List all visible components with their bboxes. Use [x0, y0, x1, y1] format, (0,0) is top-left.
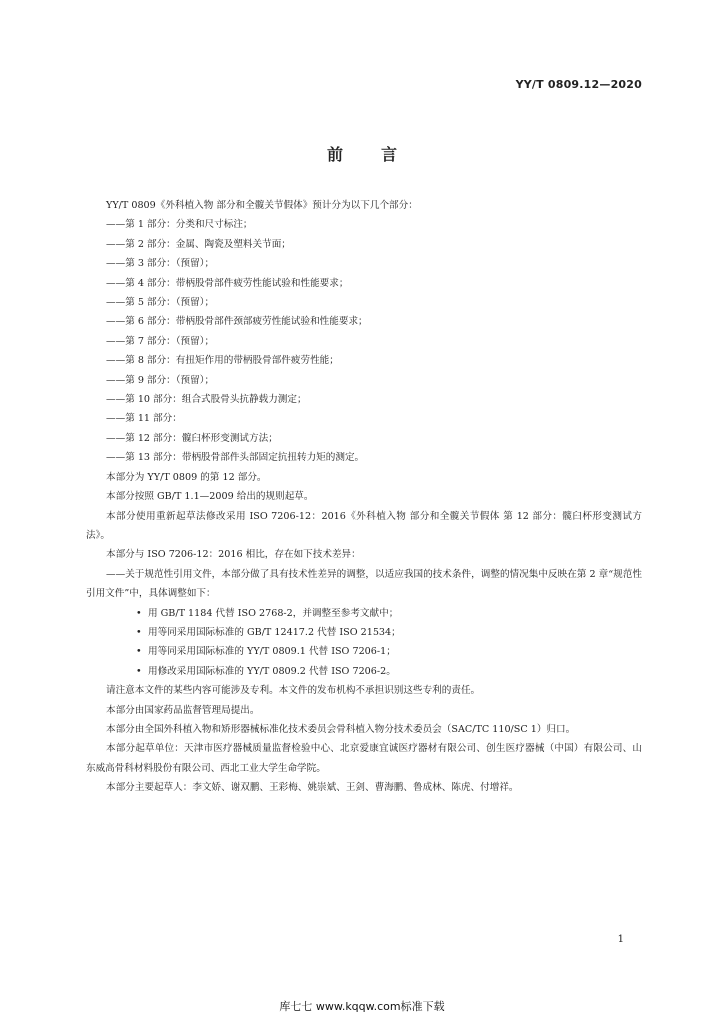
- bullet-icon: •: [136, 626, 142, 638]
- bullet-text: 用 GB/T 1184 代替 ISO 2768-2，并调整至参考文献中；: [148, 607, 399, 619]
- part-list-item: ——第 10 部分：组合式股骨头抗静载力测定；: [106, 394, 307, 406]
- document-code: YY/T 0809.12—2020: [515, 78, 642, 91]
- bullet-text: 用等同采用国际标准的 YY/T 0809.1 代替 ISO 7206-1；: [148, 646, 396, 658]
- intro-paragraph: YY/T 0809《外科植入物 部分和全髋关节假体》预计分为以下几个部分：: [106, 200, 418, 211]
- page-number: 1: [617, 934, 624, 945]
- differences-statement: 本部分与 ISO 7206-12：2016 相比，存在如下技术差异：: [106, 549, 361, 561]
- difference-bullet: [86, 604, 642, 623]
- footer-watermark: 库七七 www.kqqw.com标准下载: [279, 1000, 445, 1013]
- bullet-icon: •: [136, 665, 142, 677]
- proposed-by: 本部分由国家药品监督管理局提出。: [106, 704, 260, 716]
- page-title: 前言: [326, 145, 435, 164]
- part-list-item: ——第 5 部分：（预留）；: [106, 297, 215, 309]
- part-statement: 本部分为 YY/T 0809 的第 12 部分。: [106, 471, 267, 483]
- part-list-item: ——第 9 部分：（预留）；: [106, 374, 215, 386]
- drafting-units: 本部分起草单位：天津市医疗器械质量监督检验中心、北京爱康宜诚医疗器材有限公司、创生医疗器械（中国）有限公司、山东威高骨科材料股份有限公司、西北工业大学生命学院。: [86, 743, 642, 774]
- part-list-item: ——第 7 部分：（预留）；: [106, 335, 215, 347]
- part-list-item: ——第 3 部分：（预留）；: [106, 258, 215, 270]
- part-list-item: ——第 2 部分：金属、陶瓷及塑料关节面；: [106, 238, 291, 250]
- part-list-item: ——第 12 部分：髋臼杯形变测试方法；: [106, 432, 278, 444]
- part-list-item: ——第 11 部分：: [106, 413, 182, 425]
- bullet-icon: •: [136, 607, 142, 619]
- drafting-rules-statement: 本部分按照 GB/T 1.1—2009 给出的规则起草。: [106, 491, 314, 503]
- part-list-item: ——第 1 部分：分类和尺寸标注；: [106, 219, 253, 231]
- redraft-statement: 本部分使用重新起草法修改采用 ISO 7206-12：2016《外科植入物 部分和全髋关节假体 第 12 部分：髋臼杯形变测试方法》。: [86, 510, 642, 541]
- part-list-item: ——第 13 部分：带柄股骨部件头部固定抗扭转力矩的测定。: [106, 452, 365, 464]
- bullet-text: 用等同采用国际标准的 GB/T 12417.2 代替 ISO 21534；: [148, 626, 401, 638]
- drafting-authors: 本部分主要起草人：李文娇、谢双鹏、王彩梅、姚崇斌、王剑、曹海鹏、鲁成林、陈虎、付增祥。: [106, 782, 519, 794]
- part-list-item: ——第 8 部分：有扭矩作用的带柄股骨部件疲劳性能；: [106, 355, 339, 367]
- differences-item: ——关于规范性引用文件，本部分做了具有技术性差异的调整，以适应我国的技术条件，调整的情况集中反映在第 2 章“规范性引用文件”中，具体调整如下：: [86, 568, 642, 600]
- difference-bullet: [86, 623, 642, 642]
- difference-bullet: [86, 662, 642, 681]
- bullet-icon: •: [136, 646, 142, 658]
- technical-committee: 本部分由全国外科植入物和矫形器械标准化技术委员会骨科植入物分技术委员会（SAC/TC 110/SC 1）归口。: [106, 723, 576, 735]
- part-list-item: ——第 4 部分：带柄股骨部件疲劳性能试验和性能要求；: [106, 277, 349, 289]
- part-list-item: ——第 6 部分：带柄股骨部件颈部疲劳性能试验和性能要求；: [106, 316, 368, 328]
- patent-notice: 请注意本文件的某些内容可能涉及专利。本文件的发布机构不承担识别这些专利的责任。: [106, 685, 481, 697]
- bullet-text: 用修改采用国际标准的 YY/T 0809.2 代替 ISO 7206-2。: [148, 665, 396, 677]
- difference-bullet: [86, 642, 642, 661]
- foreword-body: [86, 196, 642, 798]
